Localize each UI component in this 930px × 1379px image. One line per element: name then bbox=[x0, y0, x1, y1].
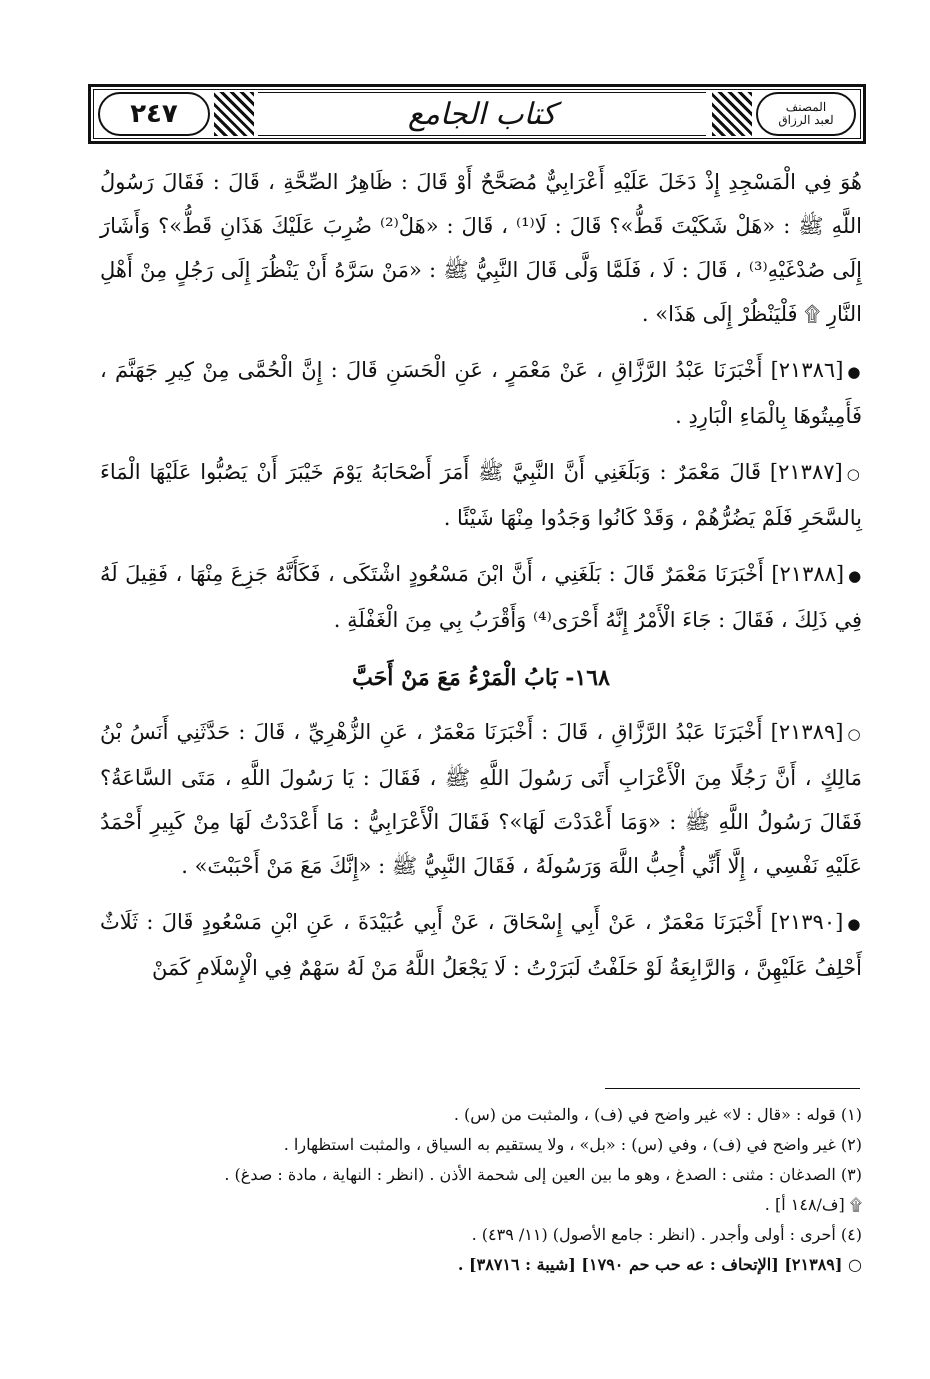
source-note: ○ [٢١٣٨٩] [الإتحاف : عه حب حم ١٧٩٠] [شيبة : ٣٨٧١٦] . bbox=[457, 1255, 862, 1274]
hadith-21389 bbox=[100, 710, 862, 888]
hadith-21388 bbox=[100, 552, 862, 642]
footnotes bbox=[100, 1100, 862, 1280]
header-ornament-right bbox=[712, 92, 752, 136]
paragraph-text: [٢١٣٨٦] أَخْبَرَنَا عَبْدُ الرَّزَّاقِ ، عَنْ مَعْمَرٍ ، عَنِ الْحَسَنِ قَالَ : إِنَّ الْحُمَّى مِنْ كِيرِ جَهَنَّمَ ، فَأَمِيتُوهَا بِالْمَاءِ الْبَارِدِ . bbox=[100, 358, 862, 428]
logo-line-1: المصنف bbox=[785, 100, 827, 114]
hadith-marker: ○ bbox=[846, 465, 862, 483]
page-number-box bbox=[98, 92, 210, 136]
hadith-marker: ● bbox=[847, 363, 862, 381]
paragraph-text: [٢١٣٨٩] أَخْبَرَنَا عَبْدُ الرَّزَّاقِ ، قَالَ : أَخْبَرَنَا مَعْمَرٌ ، عَنِ الزُّهْرِيِّ ، قَالَ : حَدَّثَنِي أَنَسُ بْنُ مَالِكٍ ، أَنَّ رَجُلًا مِنَ الْأَعْرَابِ أَتَى رَسُولَ اللَّهِ ﷺ ، فَقَالَ : يَا رَسُولَ اللَّهِ ، مَتَى السَّاعَةُ؟ فَقَالَ رَسُولُ اللَّهِ ﷺ : «وَمَا أَعْدَدْتَ لَهَا»؟ فَقَالَ الْأَعْرَابِيُّ : مَا أَعْدَدْتُ لَهَا مِنْ كَبِيرِ أَحْمَدُ عَلَيْهِ نَفْسِي ، إِلَّا أَنِّي أُحِبُّ اللَّهَ وَرَسُولَهُ ، فَقَالَ النَّبِيُّ ﷺ : «إِنَّكَ مَعَ مَنْ أَحْبَبْتَ» . bbox=[100, 720, 862, 878]
logo-line-2: لعبد الرزاق bbox=[778, 113, 834, 127]
hadith-21387 bbox=[100, 450, 862, 540]
book-title: كتاب الجامع bbox=[407, 96, 557, 132]
footnote-separator bbox=[605, 1088, 860, 1089]
page-number: ٢٤٧ bbox=[130, 99, 178, 129]
footnote-4: (٤) أحرى : أولى وأجدر . (انظر : جامع الأصول) (١١/ ٤٣٩) . bbox=[471, 1225, 862, 1244]
hadith-marker: ● bbox=[847, 915, 862, 933]
publisher-logo bbox=[756, 92, 856, 136]
book-title-box bbox=[258, 92, 706, 136]
page-header bbox=[88, 84, 866, 144]
hadith-marker: ● bbox=[848, 567, 862, 585]
paragraph-text: [٢١٣٨٧] قَالَ مَعْمَرٌ : وَبَلَغَنِي أَنَّ النَّبِيَّ ﷺ أَمَرَ أَصْحَابَهُ يَوْمَ خَيْبَرَ أَنْ يَصُبُّوا عَلَيْهَا الْمَاءَ بِالسَّحَرِ فَلَمْ يَضُرُّهُمْ ، وَقَدْ كَانُوا وَجَدُوا مِنْهَا شَيْئًا . bbox=[100, 460, 862, 530]
paragraph-text: هُوَ فِي الْمَسْجِدِ إِذْ دَخَلَ عَلَيْهِ أَعْرَابِيٌّ مُصَحَّحٌ أَوْ قَالَ : ظَاهِرُ الصِّحَّةِ ، قَالَ : فَقَالَ رَسُولُ اللَّهِ ﷺ : «هَلْ شَكَيْتَ قَطُّ»؟ قَالَ : لَا⁽¹⁾ ، قَالَ : «هَلْ⁽²⁾ ضُرِبَ عَلَيْكَ هَذَانِ قَطُّ»؟ وَأَشَارَ إِلَى صُدْغَيْهِ⁽³⁾ ، قَالَ : لَا ، فَلَمَّا وَلَّى قَالَ النَّبِيُّ ﷺ : «مَنْ سَرَّهُ أَنْ يَنْظُرَ إِلَى رَجُلٍ مِنْ أَهْلِ النَّارِ ۩ فَلْيَنْظُرْ إِلَى هَذَا» . bbox=[100, 170, 863, 326]
paragraph-continuation bbox=[100, 160, 862, 336]
hadith-21386 bbox=[100, 348, 862, 438]
paragraph-text: [٢١٣٩٠] أَخْبَرَنَا مَعْمَرٌ ، عَنْ أَبِي إِسْحَاقَ ، عَنْ أَبِي عُبَيْدَةَ ، عَنِ ابْنِ مَسْعُودٍ قَالَ : ثَلَاثٌ أَحْلِفُ عَلَيْهِنَّ ، وَالرَّابِعَةُ لَوْ حَلَفْتُ لَبَرَرْتُ : لَا يَجْعَلُ اللَّهُ مَنْ لَهُ سَهْمٌ فِي الْإِسْلَامِ كَمَنْ bbox=[100, 910, 862, 980]
footnote-folio: ۩ [ف/١٤٨ أ] . bbox=[764, 1195, 862, 1214]
header-ornament-left bbox=[214, 92, 254, 136]
chapter-heading: ١٦٨- بَابُ الْمَرْءُ مَعَ مَنْ أَحَبَّ bbox=[352, 665, 610, 691]
footnote-1: (١) قوله : «قال : لا» غير واضح في (ف) ، والمثبت من (س) . bbox=[453, 1105, 862, 1124]
footnote-2: (٢) غير واضح في (ف) ، وفي (س) : «بل» ، ولا يستقيم به السياق ، والمثبت استظهارا . bbox=[283, 1135, 862, 1154]
hadith-21390 bbox=[100, 900, 862, 990]
footnote-3: (٣) الصدغان : مثنى : الصدغ ، وهو ما بين العين إلى شحمة الأذن . (انظر : النهاية ، مادة : صدغ) . bbox=[224, 1165, 862, 1184]
paragraph-text: [٢١٣٨٨] أَخْبَرَنَا مَعْمَرٌ قَالَ : بَلَغَنِي ، أَنَّ ابْنَ مَسْعُودٍ اشْتَكَى ، فَكَأَنَّهُ جَزِعَ مِنْهَا ، فَقِيلَ لَهُ فِي ذَلِكَ ، فَقَالَ : جَاءَ الْأَمْرُ إِنَّهُ أَحْرَى⁽⁴⁾ وَأَقْرَبُ بِي مِنَ الْغَفْلَةِ . bbox=[100, 562, 862, 632]
main-text bbox=[100, 160, 862, 990]
hadith-marker: ○ bbox=[847, 725, 862, 743]
